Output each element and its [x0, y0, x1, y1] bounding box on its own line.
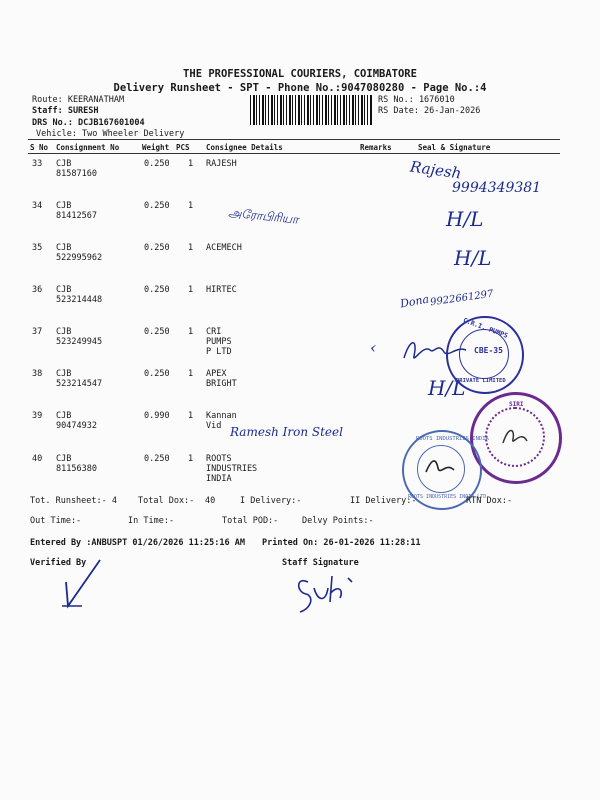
drs-number: DRS No.: DCJB167601004: [32, 118, 145, 128]
row-weight: 0.250: [144, 201, 170, 211]
in-time: In Time:-: [128, 516, 175, 526]
row-pcs: 1: [188, 201, 194, 211]
row-sno: 36: [32, 285, 43, 295]
barcode: [250, 95, 372, 125]
row-weight: 0.250: [144, 327, 170, 337]
row-sno: 39: [32, 411, 43, 421]
col-remarks: Remarks: [360, 143, 392, 152]
divider: [28, 153, 560, 154]
row-pcs: 1: [188, 411, 194, 421]
handwritten-hl: H/L: [454, 246, 492, 270]
row-weight: 0.250: [144, 369, 170, 379]
col-consignee: Consignee Details: [206, 143, 283, 152]
total-pod: Total POD:-: [222, 516, 279, 526]
row-consignment-no: CJB 523249945: [56, 327, 103, 347]
row-consignment-no: CJB 523214448: [56, 285, 103, 305]
divider: [28, 139, 560, 140]
row-pcs: 1: [188, 159, 194, 169]
row-consignment-no: CJB 523214547: [56, 369, 103, 389]
row-weight: 0.250: [144, 159, 170, 169]
row-pcs: 1: [188, 369, 194, 379]
row-sno: 37: [32, 327, 43, 337]
route-label: Route: KEERANATHAM: [32, 95, 125, 105]
col-consignment: Consignment No: [56, 143, 120, 152]
total-dox-value: 40: [205, 496, 216, 506]
row-consignee: CRI PUMPS P LTD: [206, 327, 232, 357]
handwritten-name: Rajesh: [408, 157, 463, 183]
rtn-dox: RTN Dox:-: [466, 496, 513, 506]
row-consignment-no: CJB 81156380: [56, 454, 97, 474]
row-sno: 40: [32, 454, 43, 464]
handwritten-hl: H/L: [428, 376, 466, 400]
printed-on: Printed On: 26-01-2026 11:28:11: [262, 538, 421, 548]
row-pcs: 1: [188, 285, 194, 295]
handwritten-name: Ramesh Iron Steel: [230, 425, 343, 439]
col-seal: Seal & Signature: [418, 143, 491, 152]
staff-label: Staff: SURESH: [32, 106, 99, 116]
row-weight: 0.250: [144, 285, 170, 295]
handwritten-phone: 9922661297: [429, 288, 495, 309]
row-consignee: ROOTS INDUSTRIES INDIA: [206, 454, 258, 484]
col-pcs: PCS: [176, 143, 190, 152]
row-consignee: ACEMECH: [206, 243, 242, 253]
rs-date: RS Date: 26-Jan-2026: [378, 106, 481, 116]
total-dox-label: Total Dox:-: [138, 496, 195, 506]
row-consignee: HIRTEC: [206, 285, 237, 295]
handwritten-phone: 9994349381: [452, 180, 542, 196]
handwritten-tamil-name: அரோபிரியா: [227, 205, 300, 227]
handwritten-mark: ‹: [370, 338, 377, 357]
company-stamp: C.R.I. PUMPS CBE-35 PRIVATE LIMITED: [446, 316, 524, 394]
row-consignment-no: CJB 90474932: [56, 411, 97, 431]
runsheet-subtitle: Delivery Runsheet - SPT - Phone No.:9047080280 - Page No.:4: [113, 82, 487, 94]
col-sno: S No: [30, 143, 49, 152]
vehicle-label: Vehicle: Two Wheeler Delivery: [36, 129, 185, 139]
staff-signature-label: Staff Signature: [282, 558, 359, 568]
entered-by: Entered By :ANBUSPT 01/26/2026 11:25:16 AM: [30, 538, 245, 548]
row-pcs: 1: [188, 243, 194, 253]
row-weight: 0.250: [144, 243, 170, 253]
row-pcs: 1: [188, 454, 194, 464]
row-consignment-no: CJB 522995962: [56, 243, 103, 263]
row-weight: 0.250: [144, 454, 170, 464]
row-sno: 38: [32, 369, 43, 379]
col-weight: Weight: [142, 143, 170, 152]
row-pcs: 1: [188, 327, 194, 337]
company-stamp: SIRI: [470, 392, 562, 484]
handwritten-name: Dona: [399, 292, 431, 311]
row-sno: 34: [32, 201, 43, 211]
total-runsheet: Tot. Runsheet:- 4: [30, 496, 117, 506]
verifier-signature: [56, 556, 106, 612]
rs-number: RS No.: 1676010: [378, 95, 455, 105]
staff-signature: [292, 568, 362, 620]
i-delivery: I Delivery:-: [240, 496, 302, 506]
row-consignee: Kannan Vid: [206, 411, 237, 431]
row-consignee: RAJESH: [206, 159, 237, 169]
row-consignment-no: CJB 81412567: [56, 201, 97, 221]
delivery-points: Delvy Points:-: [302, 516, 374, 526]
row-consignment-no: CJB 81587160: [56, 159, 97, 179]
company-title: THE PROFESSIONAL COURIERS, COIMBATORE: [183, 68, 417, 80]
row-sno: 33: [32, 159, 43, 169]
company-stamp: ROOTS INDUSTRIES INDIA ROOTS INDUSTRIES INDIA LTD: [402, 430, 482, 510]
row-weight: 0.990: [144, 411, 170, 421]
row-sno: 35: [32, 243, 43, 253]
row-consignee: APEX BRIGHT: [206, 369, 237, 389]
out-time: Out Time:-: [30, 516, 82, 526]
handwritten-hl: H/L: [446, 207, 484, 231]
verified-by-label: Verified By: [30, 558, 87, 568]
ii-delivery: II Delivery:-: [350, 496, 417, 506]
